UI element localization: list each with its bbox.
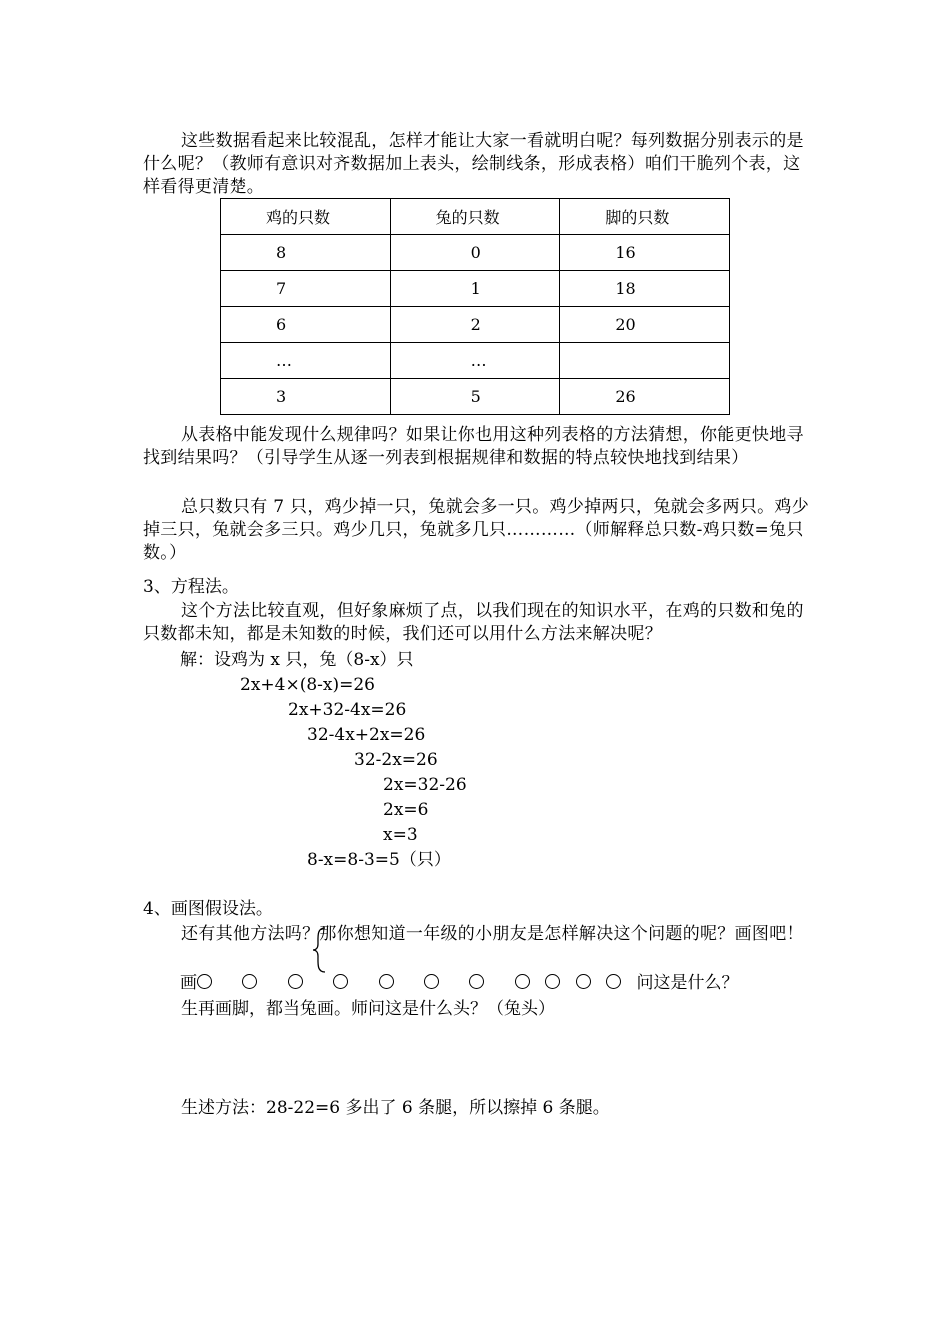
head-circle [576,974,591,989]
head-circle [333,974,348,989]
cell-feet: 26 [560,379,730,415]
drawing-heading: 4、画图假设法。 [143,899,273,919]
equation-step: 2x+32-4x=26 [288,700,407,720]
cell-feet: 16 [560,235,730,271]
head-circle [424,974,439,989]
cell-chickens: 7 [221,271,391,307]
equation-step: 2x+4×(8-x)=26 [240,675,375,695]
equation-step: 32-2x=26 [354,750,438,770]
equation-step: 2x=6 [383,800,429,820]
drawing-paragraph: 还有其他方法吗？那你想知道一年级的小朋友是怎样解决这个问题的呢？画图吧！ [181,924,804,944]
head-circle [197,974,212,989]
equation-heading: 3、方程法。 [143,577,239,597]
cell-rabbits: 0 [390,235,560,271]
equation-step: x=3 [383,825,418,845]
cell-rabbits: 5 [390,379,560,415]
cell-feet [560,343,730,379]
cell-chickens: … [221,343,391,379]
head-circle [379,974,394,989]
table-row [221,271,730,307]
cell-feet: 18 [560,271,730,307]
cell-chickens: 8 [221,235,391,271]
head-circle [606,974,621,989]
cell-chickens: 3 [221,379,391,415]
head-circle [242,974,257,989]
equation-step: 8-x=8-3=5（只） [307,850,451,870]
total-paragraph: 总只数只有 7 只，鸡少掉一只，兔就会多一只。鸡少掉两只，兔就会多两只。鸡少掉三只，兔就会多三只。鸡少几只，兔就多几只…………（师解释总只数-鸡只数=兔只数。） [143,497,810,563]
draw-prefix: 画 [180,973,197,993]
student-paragraph: 生再画脚，都当兔画。师问这是什么头？（兔头） [181,999,555,1019]
header-rabbits: 兔的只数 [390,199,560,235]
cell-rabbits: … [390,343,560,379]
table-row [221,379,730,415]
intro-paragraph: 这些数据看起来比较混乱，怎样才能让大家一看就明白呢？每列数据分别表示的是什么呢？（教师有意识对齐数据加上表头，绘制线条，形成表格）咱们干脆列个表，这样看得更清楚。 [143,131,804,197]
chicken-rabbit-table [220,198,730,415]
head-circle [515,974,530,989]
table-header-row [221,199,730,235]
equation-step: 32-4x+2x=26 [307,725,426,745]
head-circles-row [180,972,738,995]
solution-setup: 解：设鸡为 x 只，兔（8-x）只 [180,650,414,670]
header-chickens: 鸡的只数 [221,199,391,235]
cell-rabbits: 2 [390,307,560,343]
cell-chickens: 6 [221,307,391,343]
rule-paragraph: 从表格中能发现什么规律吗？如果让你也用这种列表格的方法猜想，你能更快地寻找到结果吗？（引导学生从逐一列表到根据规律和数据的特点较快地找到结果） [143,425,804,468]
table-row [221,343,730,379]
head-circle [469,974,484,989]
table-row [221,235,730,271]
cell-feet: 20 [560,307,730,343]
header-feet: 脚的只数 [560,199,730,235]
equation-step: 2x=32-26 [383,775,467,795]
cell-rabbits: 1 [390,271,560,307]
head-circle [545,974,560,989]
equation-paragraph: 这个方法比较直观，但好象麻烦了点，以我们现在的知识水平，在鸡的只数和兔的只数都未知，都是未知数的时候，我们还可以用什么方法来解决呢？ [143,601,804,644]
table-row [221,307,730,343]
brace-mark [312,926,328,974]
head-circle [288,974,303,989]
method-paragraph: 生述方法：28-22=6 多出了 6 条腿，所以擦掉 6 条腿。 [181,1098,610,1118]
draw-question: 问这是什么？ [636,973,739,993]
